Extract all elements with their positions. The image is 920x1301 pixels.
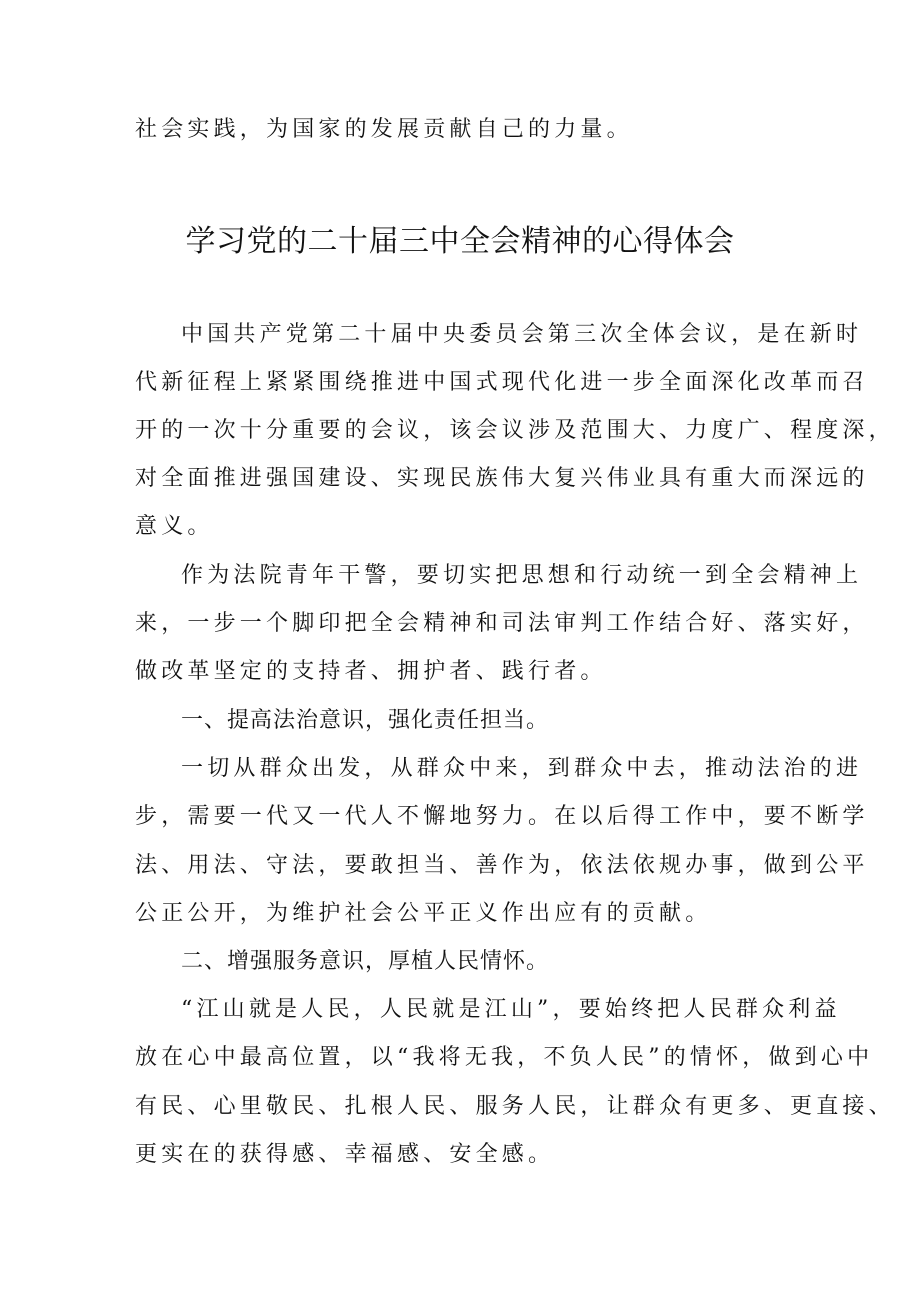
paragraph-line: 公正公开，为维护社会公平正义作出应有的贡献。: [135, 901, 712, 926]
section-heading-1: 一、提高法治意识，强化责任担当。: [181, 708, 550, 733]
page-title: 学习党的二十届三中全会精神的心得体会: [185, 224, 735, 259]
paragraph-line: 做改革坚定的支持者、拥护者、践行者。: [135, 659, 607, 684]
paragraph-line: 更实在的获得感、幸福感、安全感。: [135, 1142, 555, 1167]
paragraph-line: 放在心中最高位置，以“我将无我，不负人民”的情怀，做到心中: [135, 1045, 874, 1070]
paragraph-line: 意义。: [135, 514, 214, 539]
paragraph-line: 法、用法、守法，要敢担当、善作为，依法依规办事，做到公平: [135, 853, 869, 878]
paragraph-line: 有民、心里敬民、扎根人民、服务人民，让群众有更多、更直接、: [135, 1094, 895, 1119]
paragraph-line: 作为法院青年干警，要切实把思想和行动统一到全会精神上: [181, 563, 863, 588]
paragraph-line: 来，一步一个脚印把全会精神和司法审判工作结合好、落实好，: [135, 611, 869, 636]
paragraph-line: 中国共产党第二十届中央委员会第三次全体会议，是在新时: [181, 322, 863, 347]
paragraph-line: 一切从群众出发，从群众中来，到群众中去，推动法治的进: [181, 756, 863, 781]
paragraph-line: “江山就是人民，人民就是江山”，要始终把人民群众利益: [181, 997, 841, 1022]
paragraph-line: 对全面推进强国建设、实现民族伟大复兴伟业具有重大而深远的: [135, 466, 869, 491]
paragraph-line: 开的一次十分重要的会议，该会议涉及范围大、力度广、程度深，: [135, 418, 895, 443]
paragraph-line: 步，需要一代又一代人不懈地努力。在以后得工作中，要不断学: [135, 804, 869, 829]
paragraph-line: 代新征程上紧紧围绕推进中国式现代化进一步全面深化改革而召: [135, 370, 869, 395]
carryover-line: 社会实践，为国家的发展贡献自己的力量。: [135, 117, 633, 142]
section-heading-2: 二、增强服务意识，厚植人民情怀。: [181, 949, 550, 974]
